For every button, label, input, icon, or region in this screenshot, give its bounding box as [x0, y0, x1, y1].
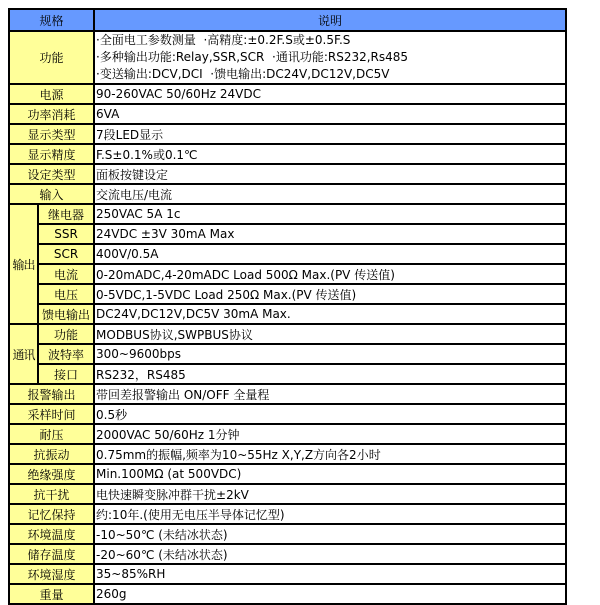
- row-sublabel: 电压: [38, 284, 94, 304]
- row-label: 抗干扰: [9, 484, 94, 504]
- row-value: 带回差报警输出 ON/OFF 全量程: [94, 384, 566, 404]
- row-value: [94, 31, 566, 84]
- row-value: 面板按键设定: [94, 164, 566, 184]
- table-row: [9, 164, 566, 184]
- row-value: -20~60℃ (未结冰状态): [94, 544, 566, 564]
- row-value: 交流电压/电流: [94, 184, 566, 204]
- table-row: [9, 544, 566, 564]
- table-row: [9, 424, 566, 444]
- table-row: [9, 204, 566, 224]
- row-value: 2000VAC 50/60Hz 1分钟: [94, 424, 566, 444]
- row-sublabel: SCR: [38, 244, 94, 264]
- row-label: 耐压: [9, 424, 94, 444]
- table-row: [9, 364, 566, 384]
- table-row: [9, 244, 566, 264]
- table-row: [9, 264, 566, 284]
- row-label: 电源: [9, 84, 94, 104]
- row-label: 显示精度: [9, 144, 94, 164]
- table-row: [9, 104, 566, 124]
- table-row: [9, 384, 566, 404]
- row-label: 设定类型: [9, 164, 94, 184]
- spec-column-header: 规格: [9, 9, 94, 31]
- row-value: 24VDC ±3V 30mA Max: [94, 224, 566, 244]
- row-sublabel: 电流: [38, 264, 94, 284]
- function-line: ·全面电工参数测量 ·高精度:±0.2F.S或±0.5F.S: [96, 33, 351, 47]
- table-row: [9, 344, 566, 364]
- row-value: 约:10年.(使用无电压半导体记忆型): [94, 504, 566, 524]
- header-row: [9, 9, 566, 31]
- row-value: 0-5VDC,1-5VDC Load 250Ω Max.(PV 传送值): [94, 284, 566, 304]
- row-value: 300~9600bps: [94, 344, 566, 364]
- table-row: [9, 404, 566, 424]
- function-line: ·多种输出功能:Relay,SSR,SCR ·通讯功能:RS232,Rs485: [96, 50, 409, 64]
- row-value: 6VA: [94, 104, 566, 124]
- row-label: 抗振动: [9, 444, 94, 464]
- function-line: ·变送输出:DCV,DCI ·馈电输出:DC24V,DC12V,DC5V: [96, 67, 390, 81]
- row-value: -10~50℃ (未结冰状态): [94, 524, 566, 544]
- table-row: [9, 444, 566, 464]
- table-row: [9, 584, 566, 604]
- table-row: [9, 504, 566, 524]
- table-row: [9, 484, 566, 504]
- row-value: 260g: [94, 584, 566, 604]
- row-value: 0-20mADC,4-20mADC Load 500Ω Max.(PV 传送值): [94, 264, 566, 284]
- row-value: 7段LED显示: [94, 124, 566, 144]
- table-row: [9, 31, 566, 84]
- row-label: 绝缘强度: [9, 464, 94, 484]
- row-sublabel: 波特率: [38, 344, 94, 364]
- table-row: [9, 224, 566, 244]
- table-row: [9, 524, 566, 544]
- row-value: 250VAC 5A 1c: [94, 204, 566, 224]
- row-value: 90-260VAC 50/60Hz 24VDC: [94, 84, 566, 104]
- row-sublabel: 馈电输出: [38, 304, 94, 324]
- group-label-comm: 通讯: [9, 324, 38, 384]
- table-row: [9, 284, 566, 304]
- row-value: DC24V,DC12V,DC5V 30mA Max.: [94, 304, 566, 324]
- table-row: [9, 124, 566, 144]
- table-row: [9, 184, 566, 204]
- row-value: 400V/0.5A: [94, 244, 566, 264]
- row-value: MODBUS协议,SWPBUS协议: [94, 324, 566, 344]
- table-row: [9, 144, 566, 164]
- row-label: 环境湿度: [9, 564, 94, 584]
- row-label: 显示类型: [9, 124, 94, 144]
- table-row: [9, 304, 566, 324]
- row-label: 功率消耗: [9, 104, 94, 124]
- row-value: 35~85%RH: [94, 564, 566, 584]
- desc-column-header: 说明: [94, 9, 566, 31]
- row-sublabel: 继电器: [38, 204, 94, 224]
- row-label: 记忆保持: [9, 504, 94, 524]
- row-value: 电快速瞬变脉冲群干扰±2kV: [94, 484, 566, 504]
- row-sublabel: SSR: [38, 224, 94, 244]
- table-row: [9, 324, 566, 344]
- row-label: 报警输出: [9, 384, 94, 404]
- table-row: [9, 564, 566, 584]
- row-label: 采样时间: [9, 404, 94, 424]
- row-value: 0.5秒: [94, 404, 566, 424]
- row-value: F.S±0.1%或0.1℃: [94, 144, 566, 164]
- row-label: 功能: [9, 31, 94, 84]
- group-label-output: 输出: [9, 204, 38, 324]
- row-value: RS232，RS485: [94, 364, 566, 384]
- row-label: 输入: [9, 184, 94, 204]
- row-value: 0.75mm的振幅,频率为10~55Hz X,Y,Z方向各2小时: [94, 444, 566, 464]
- row-label: 储存温度: [9, 544, 94, 564]
- row-label: 重量: [9, 584, 94, 604]
- table-row: [9, 84, 566, 104]
- row-sublabel: 接口: [38, 364, 94, 384]
- row-sublabel: 功能: [38, 324, 94, 344]
- spec-table: [8, 8, 567, 605]
- row-label: 环境温度: [9, 524, 94, 544]
- table-row: [9, 464, 566, 484]
- row-value: Min.100MΩ (at 500VDC): [94, 464, 566, 484]
